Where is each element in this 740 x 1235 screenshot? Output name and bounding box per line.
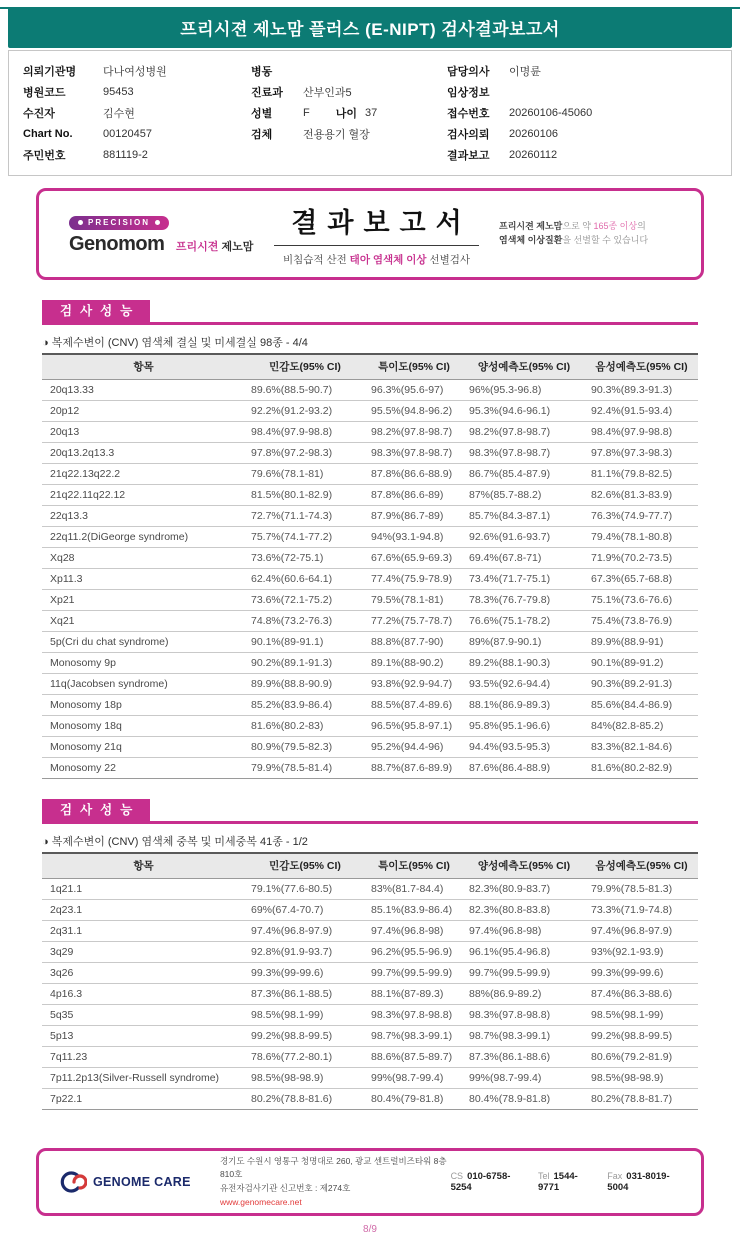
cnv-deletion-table [42, 353, 698, 779]
row-value: 92.6%(91.6-93.7) [463, 527, 585, 548]
info-value: 산부인과5 [303, 86, 352, 99]
info-label: 검체 [251, 128, 273, 141]
row-value: 94%(93.1-94.8) [365, 527, 463, 548]
table-row [42, 611, 698, 632]
row-value: 90.3%(89.2-91.3) [585, 674, 698, 695]
info-value: 37 [365, 106, 378, 119]
info-row [251, 60, 447, 81]
footer-brand-text: GENOME CARE [93, 1175, 191, 1189]
table-row [42, 1005, 698, 1026]
row-value: 69.4%(67.8-71) [463, 548, 585, 569]
page-number: 8/9 [363, 1224, 377, 1235]
column-header: 특이도(95% CI) [365, 354, 463, 380]
table-row [42, 1089, 698, 1110]
contact-item [451, 1171, 524, 1193]
row-value: 89%(87.9-90.1) [463, 632, 585, 653]
info-value: 00120457 [103, 127, 152, 140]
footer-address-line1: 경기도 수원시 영통구 청명대로 260, 광교 센트럴비즈타워 8층 810호 [219, 1155, 447, 1180]
contact-label: Tel [538, 1171, 550, 1181]
row-value: 97.4%(96.8-98) [365, 921, 463, 942]
row-item: 20p12 [42, 401, 245, 422]
info-label: 접수번호 [447, 107, 490, 120]
row-value: 95.8%(95.1-96.6) [463, 716, 585, 737]
info-label: 주민번호 [23, 149, 66, 162]
row-value: 98.5%(98.1-99) [245, 1005, 365, 1026]
brand-block [59, 212, 254, 256]
row-value: 92.4%(91.5-93.4) [585, 401, 698, 422]
footer-contacts [451, 1171, 683, 1193]
precision-badge-label: PRECISION [88, 218, 151, 227]
row-value: 88.1%(87-89.3) [365, 984, 463, 1005]
row-value: 99%(98.7-99.4) [463, 1068, 585, 1089]
row-value: 80.2%(78.8-81.6) [245, 1089, 365, 1110]
row-item: 20q13 [42, 422, 245, 443]
row-value: 98.5%(98-98.9) [245, 1068, 365, 1089]
table-row [42, 737, 698, 758]
row-value: 98.3%(97.8-98.7) [463, 443, 585, 464]
footer-box [36, 1148, 704, 1216]
row-item: 4p16.3 [42, 984, 245, 1005]
contact-value: 010-6758-5254 [450, 1171, 511, 1193]
row-value: 97.4%(96.8-97.9) [245, 921, 365, 942]
section-subtitle: ◑ 복제수변이 (CNV) 염색체 결실 및 미세결실 98종 - 4/4 [42, 337, 308, 349]
row-value: 67.6%(65.9-69.3) [365, 548, 463, 569]
top-accent-line [0, 7, 740, 9]
report-center-title [254, 201, 499, 267]
info-row [251, 81, 447, 102]
info-row [447, 123, 717, 144]
row-value: 73.6%(72-75.1) [245, 548, 365, 569]
table-row [42, 1068, 698, 1089]
row-value: 75.7%(74.1-77.2) [245, 527, 365, 548]
table-row [42, 380, 698, 401]
row-value: 99.2%(98.8-99.5) [245, 1026, 365, 1047]
row-value: 87.4%(86.3-88.6) [585, 984, 698, 1005]
column-header: 음성예측도(95% CI) [585, 354, 698, 380]
row-item: 22q13.3 [42, 506, 245, 527]
row-item: 7p11.2p13(Silver-Russell syndrome) [42, 1068, 245, 1089]
row-value: 75.1%(73.6-76.6) [585, 590, 698, 611]
genome-care-logo [57, 1169, 202, 1195]
table-row [42, 921, 698, 942]
row-value: 72.7%(71.1-74.3) [245, 506, 365, 527]
table-row [42, 674, 698, 695]
column-header: 민감도(95% CI) [245, 853, 365, 879]
info-value: 다나여성병원 [103, 65, 167, 78]
row-item: 2q23.1 [42, 900, 245, 921]
row-value: 89.2%(88.1-90.3) [463, 653, 585, 674]
info-row [251, 102, 447, 123]
table-row [42, 758, 698, 779]
row-value: 79.5%(78.1-81) [365, 590, 463, 611]
row-value: 98.2%(97.8-98.7) [463, 422, 585, 443]
row-value: 89.9%(88.8-90.9) [245, 674, 365, 695]
patient-info-column-3 [447, 60, 717, 165]
row-value: 98.3%(97.8-98.7) [365, 443, 463, 464]
row-value: 81.6%(80.2-82.9) [585, 758, 698, 779]
row-item: 7p22.1 [42, 1089, 245, 1110]
info-value: 95453 [103, 85, 134, 98]
row-value: 87.6%(86.4-88.9) [463, 758, 585, 779]
row-value: 87%(85.7-88.2) [463, 485, 585, 506]
badge-dot-icon [155, 220, 160, 225]
row-item: Xp11.3 [42, 569, 245, 590]
row-value: 98.5%(98.1-99) [585, 1005, 698, 1026]
row-value: 87.3%(86.1-88.6) [463, 1047, 585, 1068]
info-label: 의뢰기관명 [23, 65, 77, 78]
row-value: 96.5%(95.8-97.1) [365, 716, 463, 737]
column-header: 음성예측도(95% CI) [585, 853, 698, 879]
row-value: 98.3%(97.8-98.8) [365, 1005, 463, 1026]
info-label: 병동 [251, 65, 273, 78]
row-item: 1q21.1 [42, 879, 245, 900]
row-value: 95.2%(94.4-96) [365, 737, 463, 758]
row-value: 97.4%(96.8-97.9) [585, 921, 698, 942]
table-row [42, 900, 698, 921]
contact-item [538, 1171, 593, 1193]
row-value: 94.4%(93.5-95.3) [463, 737, 585, 758]
contact-item [607, 1171, 683, 1193]
row-item: 22q11.2(DiGeorge syndrome) [42, 527, 245, 548]
row-value: 85.1%(83.9-86.4) [365, 900, 463, 921]
row-value: 98.2%(97.8-98.7) [365, 422, 463, 443]
info-row [23, 123, 251, 144]
info-label: 담당의사 [447, 65, 490, 78]
info-label: 진료과 [251, 86, 283, 99]
info-label: 검사의뢰 [447, 128, 490, 141]
row-value: 77.2%(75.7-78.7) [365, 611, 463, 632]
row-item: 21q22.13q22.2 [42, 464, 245, 485]
table-row [42, 942, 698, 963]
row-value: 79.1%(77.6-80.5) [245, 879, 365, 900]
genome-care-logo-icon [57, 1169, 87, 1195]
info-value: F [303, 106, 310, 119]
row-value: 80.4%(78.9-81.8) [463, 1089, 585, 1110]
row-value: 73.4%(71.7-75.1) [463, 569, 585, 590]
info-value: 881119-2 [103, 148, 148, 161]
row-value: 98.3%(97.8-98.8) [463, 1005, 585, 1026]
info-row [447, 144, 717, 165]
brand-logo-text: Genomom [69, 233, 165, 255]
info-label: Chart No. [23, 127, 73, 140]
table-row [42, 548, 698, 569]
footer-address [220, 1155, 451, 1209]
info-row [23, 102, 251, 123]
row-value: 67.3%(65.7-68.8) [585, 569, 698, 590]
row-value: 74.8%(73.2-76.3) [245, 611, 365, 632]
row-value: 80.4%(79-81.8) [365, 1089, 463, 1110]
report-subtitle: 비침습적 산전 태아 염색체 이상 선별검사 [282, 254, 471, 266]
table-row [42, 422, 698, 443]
row-value: 99.2%(98.8-99.5) [585, 1026, 698, 1047]
row-value: 83.3%(82.1-84.6) [585, 737, 698, 758]
table-row [42, 443, 698, 464]
row-value: 96.3%(95.6-97) [365, 380, 463, 401]
website-link[interactable]: www.genomecare.net [219, 1196, 302, 1207]
row-item: 21q22.11q22.12 [42, 485, 245, 506]
brand-line [69, 233, 254, 256]
info-label: 나이 [335, 107, 357, 120]
info-row [251, 123, 447, 144]
info-value: 김수현 [103, 107, 135, 120]
row-value: 82.3%(80.9-83.7) [463, 879, 585, 900]
row-value: 99%(98.7-99.4) [365, 1068, 463, 1089]
contact-label: CS [450, 1171, 464, 1181]
table-row [42, 401, 698, 422]
row-item: 20q13.33 [42, 380, 245, 401]
row-value: 81.5%(80.1-82.9) [245, 485, 365, 506]
section-subtitle: ◑ 복제수변이 (CNV) 염색체 중복 및 미세중복 41종 - 1/2 [42, 836, 308, 848]
row-item: 5q35 [42, 1005, 245, 1026]
row-value: 71.9%(70.2-73.5) [585, 548, 698, 569]
row-value: 87.8%(86.6-89) [365, 485, 463, 506]
performance-section-1 [0, 300, 740, 779]
row-value: 97.8%(97.2-98.3) [245, 443, 365, 464]
row-value: 79.9%(78.5-81.4) [245, 758, 365, 779]
row-item: 20q13.2q13.3 [42, 443, 245, 464]
report-page [0, 7, 740, 1235]
row-value: 88%(86.9-89.2) [463, 984, 585, 1005]
row-value: 88.1%(86.9-89.3) [463, 695, 585, 716]
row-value: 98.4%(97.9-98.8) [245, 422, 365, 443]
info-label: 임상정보 [447, 86, 490, 99]
row-value: 98.4%(97.9-98.8) [585, 422, 698, 443]
row-value: 99.3%(99-99.6) [245, 963, 365, 984]
row-value: 77.4%(75.9-78.9) [365, 569, 463, 590]
row-value: 98.7%(98.3-99.1) [463, 1026, 585, 1047]
row-value: 73.3%(71.9-74.8) [585, 900, 698, 921]
row-value: 80.2%(78.8-81.7) [585, 1089, 698, 1110]
row-value: 99.7%(99.5-99.9) [463, 963, 585, 984]
info-row [23, 60, 251, 81]
table-row [42, 695, 698, 716]
row-value: 78.3%(76.7-79.8) [463, 590, 585, 611]
section-header-bar [42, 799, 698, 824]
report-main-title: 결과보고서 [291, 208, 472, 238]
row-value: 79.6%(78.1-81) [245, 464, 365, 485]
row-value: 90.1%(89-91.1) [245, 632, 365, 653]
row-value: 90.1%(89-91.2) [585, 653, 698, 674]
row-value: 82.3%(80.8-83.8) [463, 900, 585, 921]
table-row [42, 1047, 698, 1068]
row-value: 89.1%(88-90.2) [365, 653, 463, 674]
row-value: 81.6%(80.2-83) [245, 716, 365, 737]
row-item: 5p(Cri du chat syndrome) [42, 632, 245, 653]
row-value: 62.4%(60.6-64.1) [245, 569, 365, 590]
table-row [42, 963, 698, 984]
info-value: 20260106 [509, 127, 558, 140]
section-header-bar [42, 300, 698, 325]
row-value: 90.2%(89.1-91.3) [245, 653, 365, 674]
row-item: Monosomy 18p [42, 695, 245, 716]
brand-korean-name: 프리시젼 제노맘 [175, 241, 254, 253]
row-value: 90.3%(89.3-91.3) [585, 380, 698, 401]
row-item: Xq28 [42, 548, 245, 569]
row-item: Monosomy 22 [42, 758, 245, 779]
info-row [447, 102, 717, 123]
row-item: Xq21 [42, 611, 245, 632]
column-header: 양성예측도(95% CI) [463, 853, 585, 879]
info-row [447, 81, 717, 102]
row-item: Monosomy 18q [42, 716, 245, 737]
row-value: 92.8%(91.9-93.7) [245, 942, 365, 963]
row-item: 5p13 [42, 1026, 245, 1047]
row-value: 93%(92.1-93.9) [585, 942, 698, 963]
row-value: 99.7%(99.5-99.9) [365, 963, 463, 984]
row-item: 2q31.1 [42, 921, 245, 942]
row-value: 98.5%(98-98.9) [585, 1068, 698, 1089]
row-value: 85.2%(83.9-86.4) [245, 695, 365, 716]
row-value: 97.8%(97.3-98.3) [585, 443, 698, 464]
badge-dot-icon [78, 220, 83, 225]
row-value: 93.8%(92.9-94.7) [365, 674, 463, 695]
info-row [23, 144, 251, 165]
row-value: 88.7%(87.6-89.9) [365, 758, 463, 779]
title-underline [274, 245, 479, 246]
row-value: 95.3%(94.6-96.1) [463, 401, 585, 422]
table-row [42, 464, 698, 485]
row-value: 83%(81.7-84.4) [365, 879, 463, 900]
row-value: 87.9%(86.7-89) [365, 506, 463, 527]
row-item: Xp21 [42, 590, 245, 611]
row-item: Monosomy 9p [42, 653, 245, 674]
row-value: 96.1%(95.4-96.8) [463, 942, 585, 963]
row-value: 88.8%(87.7-90) [365, 632, 463, 653]
row-value: 73.6%(72.1-75.2) [245, 590, 365, 611]
row-item: Monosomy 21q [42, 737, 245, 758]
row-value: 79.9%(78.5-81.3) [585, 879, 698, 900]
table-header-row [42, 354, 698, 380]
info-label: 수진자 [23, 107, 55, 120]
row-value: 88.5%(87.4-89.6) [365, 695, 463, 716]
column-header: 항목 [42, 853, 245, 879]
cnv-duplication-table [42, 852, 698, 1110]
info-label: 결과보고 [447, 149, 490, 162]
row-item: 7q11.23 [42, 1047, 245, 1068]
row-value: 96%(95.3-96.8) [463, 380, 585, 401]
row-value: 76.6%(75.1-78.2) [463, 611, 585, 632]
table-row [42, 485, 698, 506]
column-header: 민감도(95% CI) [245, 354, 365, 380]
table-row [42, 590, 698, 611]
contact-value: 1544-9771 [538, 1171, 578, 1193]
table-row [42, 984, 698, 1005]
row-item: 3q26 [42, 963, 245, 984]
info-label: 병원코드 [23, 86, 66, 99]
table-row [42, 879, 698, 900]
row-value: 99.3%(99-99.6) [585, 963, 698, 984]
table-row [42, 716, 698, 737]
table-row [42, 569, 698, 590]
patient-info-column-1 [23, 60, 251, 165]
report-brand-box [36, 188, 704, 280]
performance-section-2 [0, 799, 740, 1110]
row-value: 80.6%(79.2-81.9) [585, 1047, 698, 1068]
info-row [447, 60, 717, 81]
info-value: 20260112 [509, 148, 558, 161]
info-row [23, 81, 251, 102]
screening-note: 프리시젼 제노맘으로 약 165종 이상의 염색체 이상질환을 선별할 수 있습니다 [499, 221, 649, 245]
row-value: 95.5%(94.8-96.2) [365, 401, 463, 422]
row-value: 96.2%(95.5-96.9) [365, 942, 463, 963]
table-row [42, 632, 698, 653]
column-header: 항목 [42, 354, 245, 380]
section-title-chip: 검사성능 [42, 799, 150, 821]
row-value: 92.2%(91.2-93.2) [245, 401, 365, 422]
contact-value: 031-8019-5004 [607, 1171, 670, 1193]
section-title-chip: 검사성능 [42, 300, 150, 322]
report-title-bar [8, 7, 732, 48]
info-value: 20260106-45060 [509, 106, 593, 119]
row-value: 80.9%(79.5-82.3) [245, 737, 365, 758]
row-value: 89.6%(88.5-90.7) [245, 380, 365, 401]
report-title: 프리시젼 제노맘 플러스 (E-NIPT) 검사결과보고서 [180, 20, 560, 39]
precision-badge [69, 216, 169, 230]
row-value: 86.7%(85.4-87.9) [463, 464, 585, 485]
row-value: 82.6%(81.3-83.9) [585, 485, 698, 506]
table-row [42, 527, 698, 548]
row-value: 76.3%(74.9-77.7) [585, 506, 698, 527]
row-value: 88.6%(87.5-89.7) [365, 1047, 463, 1068]
row-item: 11q(Jacobsen syndrome) [42, 674, 245, 695]
column-header: 양성예측도(95% CI) [463, 354, 585, 380]
table-header-row [42, 853, 698, 879]
row-value: 93.5%(92.6-94.4) [463, 674, 585, 695]
table-row [42, 1026, 698, 1047]
table-row [42, 653, 698, 674]
row-value: 85.7%(84.3-87.1) [463, 506, 585, 527]
info-value: 전용용기 혈장 [303, 128, 370, 141]
info-value: 이명륜 [509, 65, 541, 78]
row-value: 75.4%(73.8-76.9) [585, 611, 698, 632]
row-value: 98.7%(98.3-99.1) [365, 1026, 463, 1047]
row-value: 69%(67.4-70.7) [245, 900, 365, 921]
footer-address-line2: 유전자검사기관 신고번호 : 제274호 [219, 1183, 351, 1193]
row-value: 87.8%(86.6-88.9) [365, 464, 463, 485]
row-value: 89.9%(88.9-91) [585, 632, 698, 653]
contact-label: Fax [607, 1171, 623, 1181]
row-value: 84%(82.8-85.2) [585, 716, 698, 737]
row-value: 78.6%(77.2-80.1) [245, 1047, 365, 1068]
patient-info-panel [8, 50, 732, 176]
row-value: 81.1%(79.8-82.5) [585, 464, 698, 485]
row-value: 97.4%(96.8-98) [463, 921, 585, 942]
patient-info-column-2 [251, 60, 447, 165]
row-value: 79.4%(78.1-80.8) [585, 527, 698, 548]
row-item: 3q29 [42, 942, 245, 963]
info-label: 성별 [251, 107, 273, 120]
row-value: 87.3%(86.1-88.5) [245, 984, 365, 1005]
column-header: 특이도(95% CI) [365, 853, 463, 879]
table-row [42, 506, 698, 527]
row-value: 85.6%(84.4-86.9) [585, 695, 698, 716]
